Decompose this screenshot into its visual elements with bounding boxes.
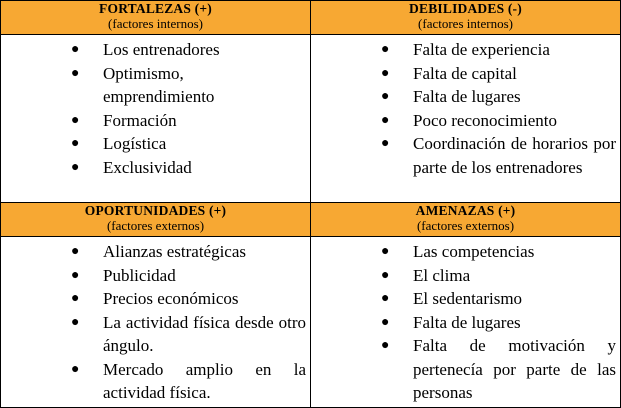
threats-list bbox=[381, 240, 616, 405]
bullet-icon: ● bbox=[71, 112, 80, 128]
list-item: ● Poco reconocimiento bbox=[381, 109, 616, 133]
list-item: ● Mercado amplio en la actividad física. bbox=[71, 359, 306, 402]
bullet-icon: ● bbox=[381, 136, 390, 151]
bullet-icon: ● bbox=[71, 361, 80, 377]
bullet-icon: ● bbox=[381, 42, 390, 57]
list-item: ● Alianzas estratégicas bbox=[71, 240, 306, 264]
list-item: ● Las competencias bbox=[381, 240, 616, 264]
weaknesses-title: DEBILIDADES (-) bbox=[409, 1, 522, 16]
list-item: ● Optimismo, emprendimiento bbox=[71, 63, 215, 106]
list-item: ● La actividad física desde otro ángulo. bbox=[71, 312, 306, 355]
bullet-icon: ● bbox=[71, 159, 80, 175]
opportunities-subtitle: (factores externos) bbox=[106, 218, 205, 233]
threats-title: AMENAZAS (+) bbox=[415, 203, 516, 218]
bullet-icon: ● bbox=[381, 112, 390, 128]
list-item: ● Falta de motivación y pertenecía por parte de las personas bbox=[381, 336, 616, 402]
list-item: ● Coordinación de horarios por parte de los entrenadores bbox=[381, 134, 616, 177]
strengths-list bbox=[71, 38, 304, 179]
strengths-header bbox=[0, 0, 311, 35]
weaknesses-cell bbox=[310, 35, 621, 203]
opportunities-title: OPORTUNIDADES (+) bbox=[84, 203, 227, 218]
strengths-subtitle: (factores internos) bbox=[108, 16, 203, 31]
list-item: ● El sedentarismo bbox=[381, 287, 616, 311]
weaknesses-list bbox=[381, 38, 616, 179]
bullet-icon: ● bbox=[381, 291, 390, 306]
weaknesses-subtitle: (factores internos) bbox=[418, 16, 513, 31]
bullet-icon: ● bbox=[71, 291, 80, 306]
bullet-icon: ● bbox=[381, 89, 390, 104]
list-item: ● Falta de capital bbox=[381, 62, 616, 86]
strengths-title: FORTALEZAS (+) bbox=[99, 1, 212, 16]
bullet-icon: ● bbox=[71, 314, 80, 330]
threats-cell bbox=[310, 237, 621, 408]
bullet-icon: ● bbox=[381, 244, 390, 259]
opportunities-list bbox=[71, 240, 306, 405]
bullet-icon: ● bbox=[71, 267, 80, 283]
opportunities-header bbox=[0, 202, 311, 237]
threats-subtitle: (factores externos) bbox=[416, 218, 515, 233]
list-item: ● Falta de lugares bbox=[381, 85, 616, 109]
list-item: ● Exclusividad bbox=[71, 156, 308, 180]
list-item: ● Formación bbox=[71, 109, 308, 133]
list-item: ● Logística bbox=[71, 132, 308, 156]
bullet-icon: ● bbox=[381, 267, 390, 283]
list-item: ● Publicidad bbox=[71, 264, 306, 288]
bullet-icon: ● bbox=[71, 136, 80, 151]
list-item: ● Precios económicos bbox=[71, 287, 306, 311]
list-item: ● Los entrenadores bbox=[71, 38, 308, 62]
bullet-icon: ● bbox=[71, 42, 80, 57]
list-item: ● Falta de experiencia bbox=[381, 38, 616, 62]
bullet-icon: ● bbox=[381, 314, 390, 330]
opportunities-cell bbox=[0, 237, 311, 408]
list-item: ● Falta de lugares bbox=[381, 311, 616, 335]
bullet-icon: ● bbox=[71, 65, 80, 81]
strengths-cell bbox=[0, 35, 311, 203]
threats-header bbox=[310, 202, 621, 237]
weaknesses-header bbox=[310, 0, 621, 35]
bullet-icon: ● bbox=[381, 65, 390, 81]
bullet-icon: ● bbox=[381, 338, 390, 353]
bullet-icon: ● bbox=[71, 244, 80, 259]
list-item: ● El clima bbox=[381, 264, 616, 288]
